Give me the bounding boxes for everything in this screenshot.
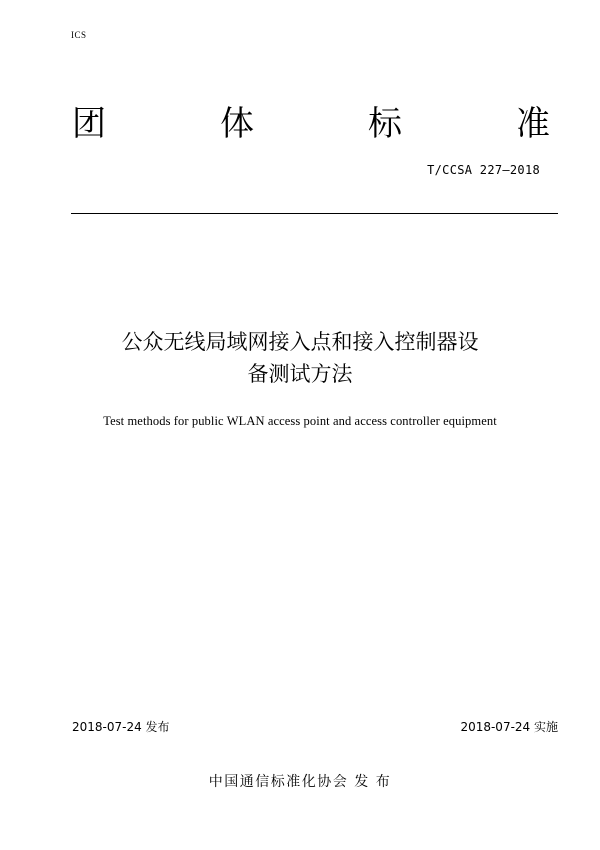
standard-type-char: 团 xyxy=(72,104,106,144)
header-divider xyxy=(71,213,558,214)
chinese-title xyxy=(0,326,600,390)
english-title: Test methods for public WLAN access point and access controller equipment xyxy=(103,414,497,428)
ics-label: ICS xyxy=(71,30,87,40)
publisher: 中国通信标准化协会 发 布 xyxy=(208,774,392,790)
standard-type-char: 体 xyxy=(220,104,254,144)
standard-type-heading xyxy=(72,104,550,144)
publish-date: 2018-07-24 发布 xyxy=(72,720,170,734)
standard-number: T/CCSA 227—2018 xyxy=(427,163,540,177)
standard-type-char: 标 xyxy=(368,104,402,144)
implement-date: 2018-07-24 实施 xyxy=(460,720,558,734)
chinese-title-line-1: 公众无线局域网接入点和接入控制器设 xyxy=(121,330,479,354)
chinese-title-line-2: 备测试方法 xyxy=(247,362,353,386)
standard-type-char: 准 xyxy=(516,104,550,144)
